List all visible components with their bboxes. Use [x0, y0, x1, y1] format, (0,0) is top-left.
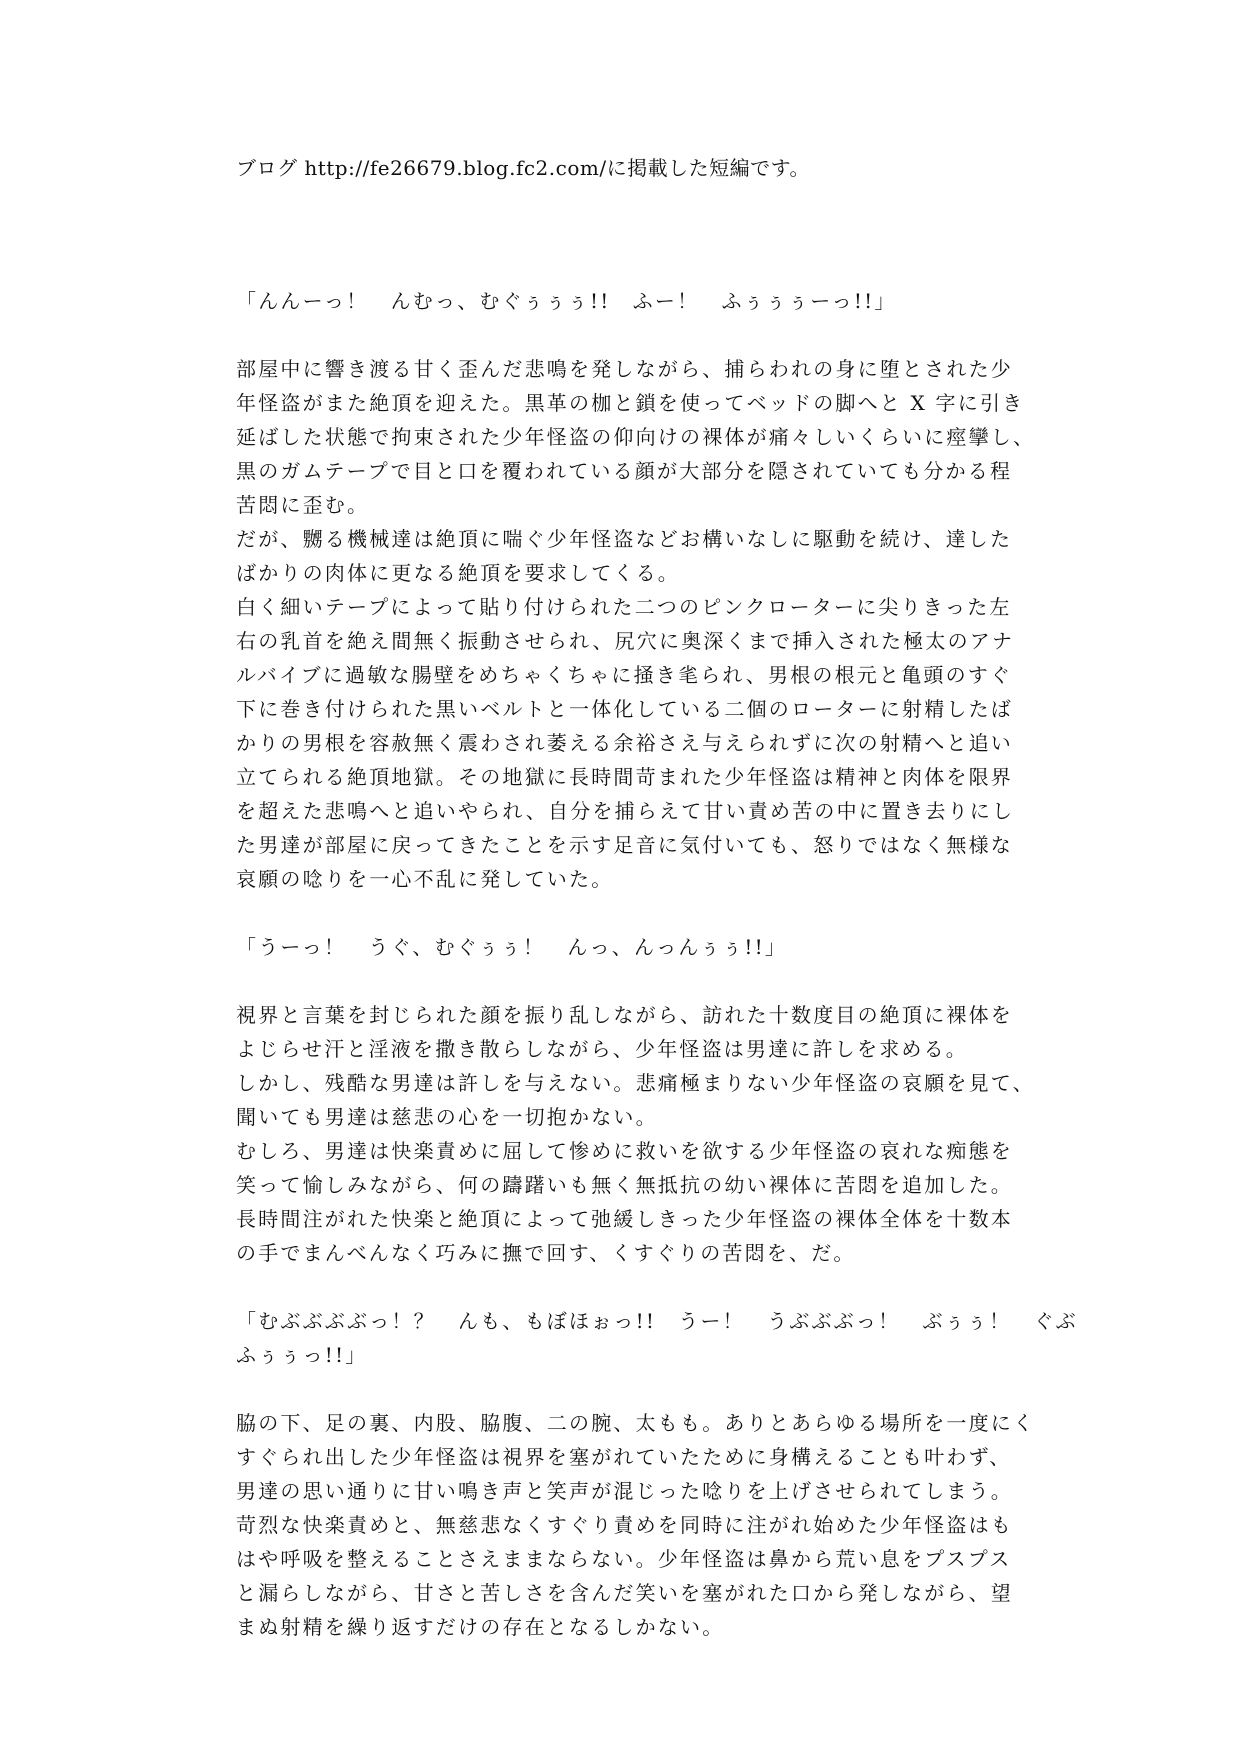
dialogue-paragraph [236, 930, 1016, 964]
text-line: 延ばした状態で拘束された少年怪盗の仰向けの裸体が痛々しいくらいに痙攣し、 [236, 425, 1036, 449]
text-line: ばかりの肉体に更なる絶頂を要求してくる。 [236, 561, 680, 585]
text-line: 苦悶に歪む。 [236, 493, 370, 517]
text-line: を超えた悲鳴へと追いやられ、自分を捕らえて甘い責め苦の中に置き去りにし [236, 799, 1015, 823]
text-line: と漏らしながら、甘さと苦しさを含んだ笑いを塞がれた口から発しながら、望 [236, 1581, 1013, 1605]
text-line: の手でまんべんなく巧みに撫で回す、くすぐりの苦悶を、だ。 [236, 1241, 856, 1265]
paragraph-gap [236, 896, 1016, 930]
text-line: 脇の下、足の裏、内股、脇腹、二の腕、太もも。ありとあらゆる場所を一度にく [236, 1411, 1036, 1435]
narration-paragraph [236, 352, 1036, 896]
narration-paragraph [236, 1406, 1036, 1644]
text-line: 白く細いテープによって貼り付けられた二つのピンクローターに尖りきった左 [236, 595, 1012, 619]
text-line: よじらせ汗と淫液を撒き散らしながら、少年怪盗は男達に許しを求める。 [236, 1037, 968, 1061]
text-line: しかし、残酷な男達は許しを与えない。悲痛極まりない少年怪盗の哀願を見て、 [236, 1071, 1035, 1095]
text-line: ルバイブに過敏な腸壁をめちゃくちゃに掻き毟られ、男根の根元と亀頭のすぐ [236, 663, 1013, 687]
text-line: 部屋中に響き渡る甘く歪んだ悲鳴を発しながら、捕らわれの身に堕とされた少 [236, 357, 1013, 381]
text-line: 「うーっ！ うぐ、むぐぅぅ！ んっ、んっんぅぅ!!」 [236, 935, 788, 959]
text-line: 年怪盗がまた絶頂を迎えた。黒革の枷と鎖を使ってベッドの脚へと X 字に引き [236, 391, 1025, 415]
paragraph-gap [236, 1372, 1016, 1406]
text-line: 笑って愉しみながら、何の躊躇いも無く無抵抗の幼い裸体に苦悶を追加した。 [236, 1173, 1013, 1197]
text-line: 哀願の唸りを一心不乱に発していた。 [236, 867, 614, 891]
narration-paragraph [236, 998, 1035, 1270]
text-line: 「むぶぶぶぶっ！？ んも、もぼほぉっ!! うー！ うぶぶぶっ！ ぶぅぅ！ ぐぶ [236, 1309, 1078, 1333]
text-line: 下に巻き付けられた黒いベルトと一体化している二個のローターに射精したば [236, 697, 1013, 721]
paragraph-gap [236, 318, 1016, 352]
text-line: 「んんーっ！ んむっ、むぐぅぅぅ!! ふー！ ふぅぅぅーっ!!」 [236, 289, 897, 313]
text-line: た男達が部屋に戻ってきたことを示す足音に気付いても、怒りではなく無様な [236, 833, 1013, 857]
dialogue-paragraph [236, 284, 1016, 318]
text-line: かりの男根を容赦無く震わされ萎える余裕さえ与えられずに次の射精へと追い [236, 731, 1013, 755]
text-line: ふぅぅっ!!」 [236, 1343, 368, 1367]
text-line: 視界と言葉を封じられた顔を振り乱しながら、訪れた十数度目の絶頂に裸体を [236, 1003, 1013, 1027]
text-line: だが、嬲る機械達は絶頂に喘ぐ少年怪盗などお構いなしに駆動を続け、達した [236, 527, 1013, 551]
paragraph-gap [236, 964, 1016, 998]
text-line: はや呼吸を整えることさえままならない。少年怪盗は鼻から荒い息をプスプス [236, 1547, 1012, 1571]
text-line: すぐられ出した少年怪盗は視界を塞がれていたために身構えることも叶わず、 [236, 1445, 1012, 1469]
text-line: 立てられる絶頂地獄。その地獄に長時間苛まれた少年怪盗は精神と肉体を限界 [236, 765, 1013, 789]
blog-source-note: ブログ http://fe26679.blog.fc2.com/に掲載した短編です。 [236, 156, 810, 180]
text-line: まぬ射精を繰り返すだけの存在となるしかない。 [236, 1615, 725, 1639]
paragraph-gap [236, 1270, 1016, 1304]
text-line: 男達の思い通りに甘い鳴き声と笑声が混じった唸りを上げさせられてしまう。 [236, 1479, 1013, 1503]
text-line: 聞いても男達は慈悲の心を一切抱かない。 [236, 1105, 658, 1129]
text-line: 苛烈な快楽責めと、無慈悲なくすぐり責めを同時に注がれ始めた少年怪盗はも [236, 1513, 1013, 1537]
text-line: 黒のガムテープで目と口を覆われている顔が大部分を隠されていても分かる程 [236, 459, 1013, 483]
story-body [236, 284, 1078, 1644]
text-line: 右の乳首を絶え間無く振動させられ、尻穴に奥深くまで挿入された極太のアナ [236, 629, 1015, 653]
text-line: 長時間注がれた快楽と絶頂によって弛緩しきった少年怪盗の裸体全体を十数本 [236, 1207, 1013, 1231]
dialogue-paragraph [236, 1304, 1078, 1372]
text-line: むしろ、男達は快楽責めに屈して惨めに救いを欲する少年怪盗の哀れな痴態を [236, 1139, 1013, 1163]
